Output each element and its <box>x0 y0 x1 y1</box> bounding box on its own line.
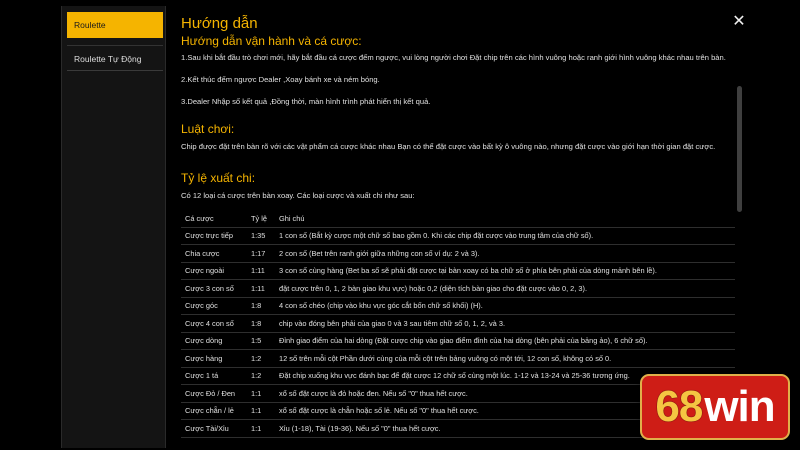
rules-heading: Luật chơi: <box>181 122 235 136</box>
cell-note: xổ số đặt cược là chẵn hoặc số lẻ. Nếu số "0" thua hết cược. <box>275 402 735 420</box>
cell-bet: Cược chẵn / lẻ <box>181 402 247 420</box>
brand-logo <box>640 374 790 440</box>
cell-ratio: 1:5 <box>247 332 275 350</box>
cell-ratio: 1:35 <box>247 227 275 245</box>
cell-ratio: 1:8 <box>247 297 275 315</box>
cell-bet: Cược Tài/Xỉu <box>181 420 247 438</box>
cell-note: xổ số đặt cược là đỏ hoặc đen. Nếu số "0" thua hết cược. <box>275 385 735 403</box>
cell-bet: Cược dòng <box>181 332 247 350</box>
brand-logo-text <box>655 382 774 432</box>
close-button[interactable] <box>731 14 747 30</box>
sidebar-item-roulette-auto[interactable]: Roulette Tự Động <box>67 45 163 71</box>
sidebar <box>61 6 166 448</box>
table-row <box>181 350 735 368</box>
column-header-note: Ghi chú <box>275 210 735 227</box>
howto-step-2: 2.Kết thúc đếm ngược Dealer ,Xoay bánh xe và ném bóng. <box>181 75 380 84</box>
howto-heading: Hướng dẫn vận hành và cá cược: <box>181 34 362 48</box>
odds-heading: Tỷ lệ xuất chi: <box>181 171 256 185</box>
cell-bet: Cược trực tiếp <box>181 227 247 245</box>
cell-bet: Cược 4 con số <box>181 315 247 333</box>
howto-step-1: 1.Sau khi bắt đầu trò chơi mới, hãy bắt đầu cá cược đếm ngược, vui lòng người chơi Đặt chip trên các hình vuông hoặc ranh giới hình vuông khác nhau trên bàn. <box>181 53 726 62</box>
cell-bet: Cược ngoài <box>181 262 247 280</box>
column-header-ratio: Tỷ lệ <box>247 210 275 227</box>
cell-ratio: 1:1 <box>247 385 275 403</box>
scrollbar-thumb[interactable] <box>737 86 742 212</box>
cell-note: chip vào đóng bên phải của giao 0 và 3 sau tiêm chữ số 0, 1, 2, và 3. <box>275 315 735 333</box>
cell-ratio: 1:11 <box>247 280 275 298</box>
cell-note: 3 con số cùng hàng (Bet ba số sẽ phải đặt cược tại bàn xoay có ba chữ số ở phía bên phải của dòng mảnh bên lề). <box>275 262 735 280</box>
cell-note: 12 số trên mỗi cột Phần dưới cùng của mỗi cột trên bảng vuông có một tới, 12 con số, không có số 0. <box>275 350 735 368</box>
table-row <box>181 280 735 298</box>
cell-note: Đỉnh giao điểm của hai dòng (Đặt cược chip vào giao điểm đỉnh của hai dòng (bên phải của bảng ảo), 6 chữ số). <box>275 332 735 350</box>
cell-note: 4 con số chéo (chip vào khu vực góc cắt bốn chữ số khối) (H). <box>275 297 735 315</box>
cell-ratio: 1:1 <box>247 420 275 438</box>
column-header-bet: Cá cược <box>181 210 247 227</box>
close-icon: ✕ <box>732 13 746 30</box>
table-header-row <box>181 210 735 227</box>
table-row <box>181 245 735 263</box>
cell-bet: Cược 1 tá <box>181 367 247 385</box>
cell-bet: Cược Đỏ / Đen <box>181 385 247 403</box>
cell-ratio: 1:2 <box>247 350 275 368</box>
cell-bet: Chia cược <box>181 245 247 263</box>
table-row <box>181 262 735 280</box>
cell-note: Xỉu (1-18), Tài (19-36). Nếu số "0" thua hết cược. <box>275 420 735 438</box>
page-title: Hướng dẫn <box>181 15 258 32</box>
brand-logo-number: 68 <box>655 382 703 431</box>
cell-ratio: 1:1 <box>247 402 275 420</box>
cell-note: Đặt chip xuống khu vực đánh bạc để đặt cược 12 chữ số cùng một lúc. 1-12 và 13-24 và 25-36 tương ứng. <box>275 367 735 385</box>
brand-logo-word: win <box>704 382 775 431</box>
cell-bet: Cược hàng <box>181 350 247 368</box>
table-row <box>181 297 735 315</box>
howto-step-3: 3.Dealer Nhập số kết quả ,Đồng thời, màn hình trình phát hiển thị kết quả. <box>181 97 431 106</box>
odds-intro: Có 12 loại cá cược trên bàn xoay. Các loại cược và xuất chi như sau: <box>181 191 415 200</box>
table-row <box>181 315 735 333</box>
rules-text: Chip được đặt trên bàn rõ với các vật phẩm cá cược khác nhau Bạn có thể đặt cược vào bất kỳ ô vuông nào, nhưng đặt cược vào giới hạn thời gian đặt cược. <box>181 142 716 151</box>
cell-ratio: 1:11 <box>247 262 275 280</box>
cell-ratio: 1:2 <box>247 367 275 385</box>
cell-note: đặt cược trên 0, 1, 2 bàn giao khu vực) hoặc 0,2 (diện tích bàn giao cho đặt cược vào 0, 2, 3). <box>275 280 735 298</box>
cell-note: 2 con số (Bet trên ranh giới giữa những con số ví dụ: 2 và 3). <box>275 245 735 263</box>
table-row <box>181 332 735 350</box>
sidebar-item-roulette[interactable]: Roulette <box>67 12 163 38</box>
table-row <box>181 227 735 245</box>
cell-ratio: 1:17 <box>247 245 275 263</box>
cell-note: 1 con số (Bắt kỳ cược một chữ số bao gồm 0. Khi các chip đặt cược vào trung tâm của chữ số). <box>275 227 735 245</box>
cell-ratio: 1:8 <box>247 315 275 333</box>
cell-bet: Cược 3 con số <box>181 280 247 298</box>
cell-bet: Cược góc <box>181 297 247 315</box>
